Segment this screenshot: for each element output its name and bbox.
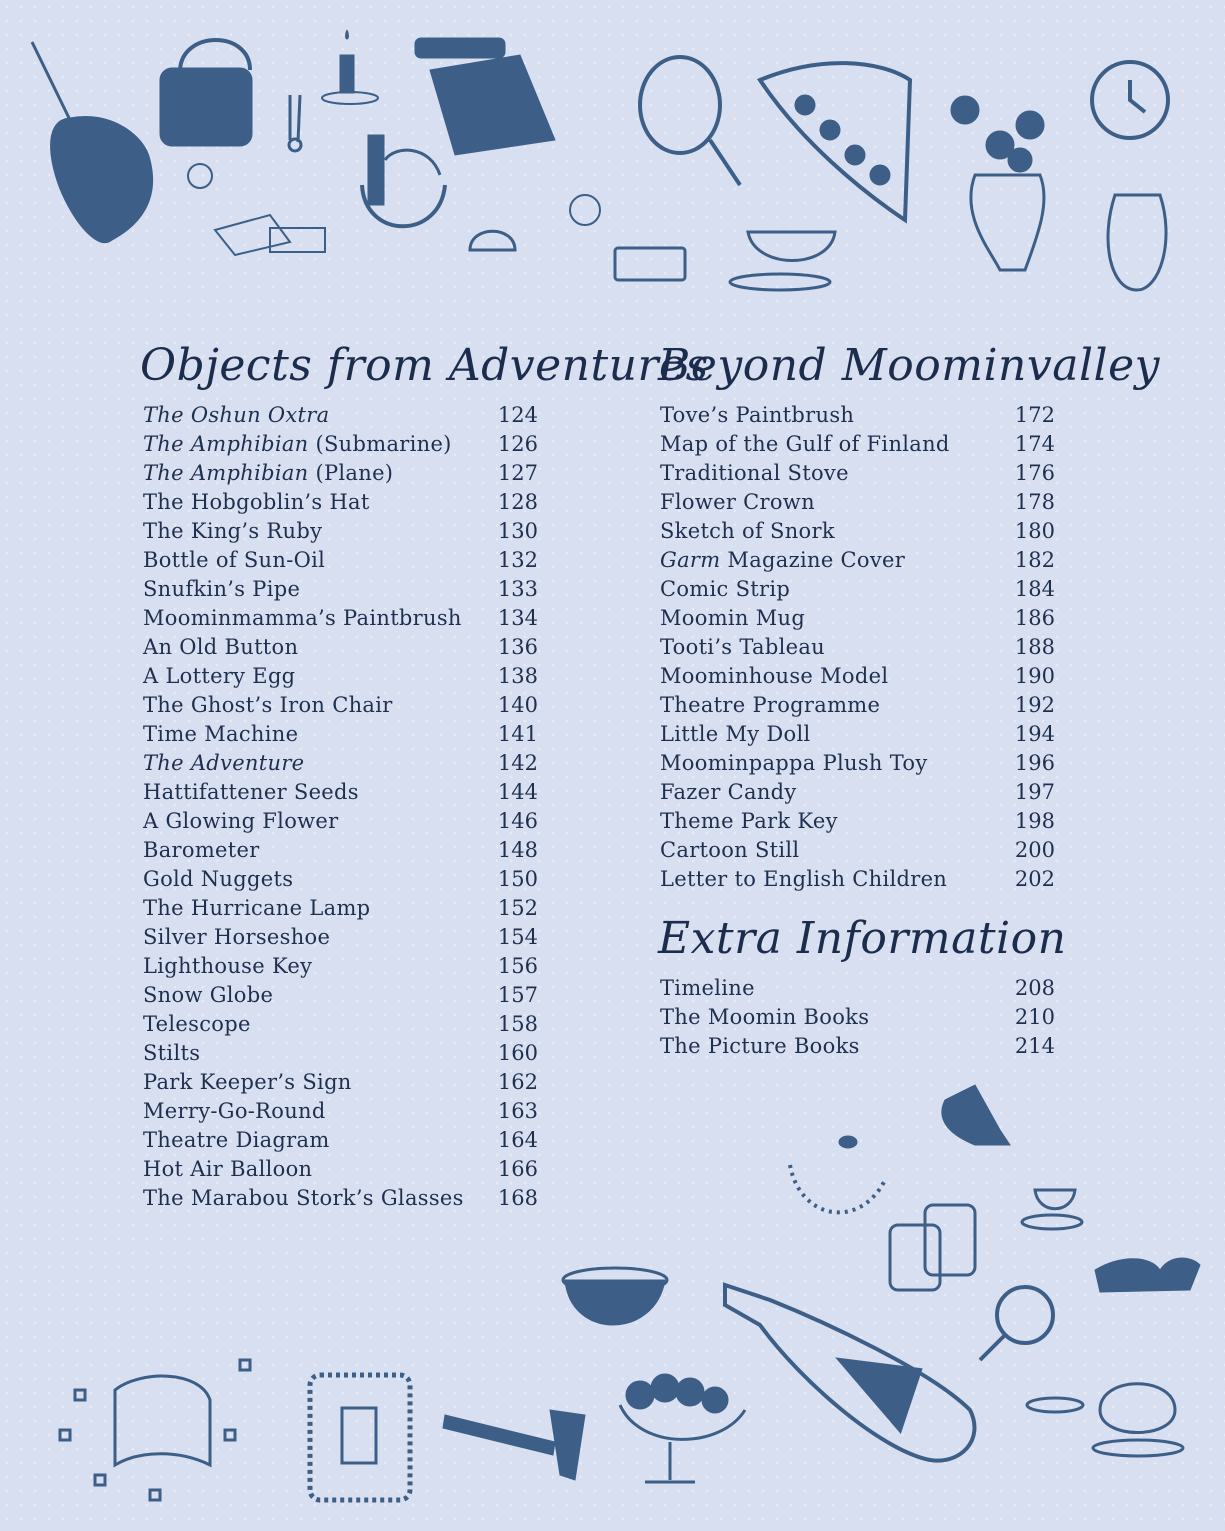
toc-entry	[660, 691, 1055, 720]
hand-mirror-icon	[640, 57, 740, 185]
typewriter-icon	[415, 38, 555, 155]
toc-entry	[143, 1010, 538, 1039]
toc-entry	[660, 1032, 1055, 1061]
toc-entry	[143, 604, 538, 633]
toc-entry-title: Hot Air Balloon	[143, 1157, 313, 1181]
jug-icon	[1108, 195, 1166, 290]
toc-entry-title: The Oshun Oxtra	[143, 403, 330, 427]
toc-entry-title: Cartoon Still	[660, 838, 800, 862]
toc-entry-page: 140	[497, 693, 538, 717]
toc-entry	[660, 974, 1055, 1003]
toc-entry-title: Moomin Mug	[660, 606, 806, 630]
toc-entry-title: Moominmamma’s Paintbrush	[143, 606, 462, 630]
toc-entry	[660, 517, 1055, 546]
teapot-icon	[1093, 1384, 1183, 1456]
toc-entry-title: Moominhouse Model	[660, 664, 889, 688]
toc-entry-page: 133	[497, 577, 538, 601]
toc-entry	[660, 778, 1055, 807]
toc-entry-page: 160	[497, 1041, 538, 1065]
toc-entry-page: 196	[1014, 751, 1055, 775]
alarm-clock-icon	[1092, 62, 1168, 138]
toc-entry-title: The Ghost’s Iron Chair	[143, 693, 393, 717]
safety-pin-icon	[289, 95, 301, 151]
toc-entry-page: 190	[1014, 664, 1055, 688]
toc-entry-title: Moominpappa Plush Toy	[660, 751, 928, 775]
tea-strainer-icon	[790, 1165, 885, 1212]
toc-entry-page: 172	[1014, 403, 1055, 427]
picture-frame-icon	[310, 1375, 410, 1500]
toc-entry-page: 200	[1014, 838, 1055, 862]
fruit-bowl-icon	[620, 1374, 745, 1482]
toc-entry	[143, 401, 538, 430]
toc-entry	[143, 720, 538, 749]
toc-entry-page: 154	[497, 925, 538, 949]
apple-icon	[188, 164, 212, 188]
toc-beyond	[660, 401, 1055, 894]
toc-entry-page: 182	[1014, 548, 1055, 572]
toc-entry	[143, 575, 538, 604]
scattered-book-icon	[60, 1360, 250, 1500]
toc-entry-page: 134	[497, 606, 538, 630]
toc-entry-page: 130	[497, 519, 538, 543]
toc-entry-page: 126	[497, 432, 538, 456]
toc-entry-title: The Picture Books	[660, 1034, 860, 1058]
jars-icon	[890, 1205, 975, 1290]
open-book-icon	[1095, 1258, 1200, 1292]
cooking-pot-icon	[563, 1268, 667, 1325]
toc-entry	[143, 662, 538, 691]
toc-entry	[660, 836, 1055, 865]
toc-entry-title: The King’s Ruby	[143, 519, 323, 543]
toc-entry	[143, 488, 538, 517]
toc-entry	[660, 401, 1055, 430]
toc-entry-page: 180	[1014, 519, 1055, 543]
toc-entry-title: The Adventure	[143, 751, 305, 775]
toc-entry	[143, 836, 538, 865]
heading-beyond-moominvalley: Beyond Moominvalley	[658, 340, 1161, 391]
magnifying-glass-icon	[980, 1287, 1053, 1360]
autumn-leaf-icon	[32, 42, 153, 243]
toc-entry-page: 166	[497, 1157, 538, 1181]
toc-entry-page: 208	[1014, 976, 1055, 1000]
toc-entry	[660, 1003, 1055, 1032]
toc-entry	[660, 575, 1055, 604]
toc-entry-title: Silver Horseshoe	[143, 925, 331, 949]
toc-entry-page: 192	[1014, 693, 1055, 717]
toc-entry-page: 176	[1014, 461, 1055, 485]
envelope-icon	[215, 215, 325, 255]
toc-entry-title: Tooti’s Tableau	[660, 635, 825, 659]
toc-entry-title: Little My Doll	[660, 722, 811, 746]
apple-icon	[570, 195, 600, 225]
toc-entry	[660, 807, 1055, 836]
toc-entry-page: 144	[497, 780, 538, 804]
toc-entry-title: The Amphibian (Submarine)	[143, 432, 452, 456]
toc-entry-title: Traditional Stove	[660, 461, 849, 485]
ship-in-bottle-icon	[725, 1285, 974, 1461]
toc-entry	[660, 459, 1055, 488]
toc-entry-title: A Glowing Flower	[143, 809, 339, 833]
toc-entry-title: The Hurricane Lamp	[143, 896, 371, 920]
spoon-icon	[839, 1136, 857, 1148]
toc-entry	[660, 488, 1055, 517]
card-stack-icon	[615, 248, 685, 280]
toc-entry-page: 150	[497, 867, 538, 891]
toc-entry-page: 132	[497, 548, 538, 572]
portrait-icon	[342, 1408, 376, 1463]
heading-objects-from-adventures: Objects from Adventures	[140, 340, 709, 391]
toc-entry-title: Bottle of Sun-Oil	[143, 548, 326, 572]
toc-entry-page: 127	[497, 461, 538, 485]
toc-entry-page: 194	[1014, 722, 1055, 746]
toc-entry	[143, 865, 538, 894]
candle-icon	[322, 30, 378, 104]
toc-entry-page: 128	[497, 490, 538, 514]
toc-entry	[660, 749, 1055, 778]
toc-entry	[660, 662, 1055, 691]
toc-entry-title: The Amphibian (Plane)	[143, 461, 394, 485]
toc-entry-page: 163	[497, 1099, 538, 1123]
toc-entry-title: Snufkin’s Pipe	[143, 577, 301, 601]
toc-entry-title: Flower Crown	[660, 490, 815, 514]
toc-entry	[143, 894, 538, 923]
toc-entry-title: Theme Park Key	[660, 809, 838, 833]
toc-entry	[143, 517, 538, 546]
toc-entry-page: 156	[497, 954, 538, 978]
toc-entry-title: Barometer	[143, 838, 260, 862]
toc-entry-page: 186	[1014, 606, 1055, 630]
toc-entry	[660, 720, 1055, 749]
toc-entry-page: 174	[1014, 432, 1055, 456]
flower-hat-icon	[760, 63, 910, 220]
toc-entry-page: 197	[1014, 780, 1055, 804]
toc-entry-page: 157	[497, 983, 538, 1007]
bottom-illustrations	[0, 1070, 1225, 1531]
toc-entry	[143, 952, 538, 981]
toc-entry-page: 188	[1014, 635, 1055, 659]
toc-entry-page: 142	[497, 751, 538, 775]
toc-entry-title: Theatre Programme	[660, 693, 881, 717]
pitcher-icon	[942, 1085, 1010, 1145]
toc-entry-page: 141	[497, 722, 538, 746]
hammer-icon	[443, 1410, 585, 1480]
toc-entry	[660, 604, 1055, 633]
top-illustrations	[0, 0, 1225, 300]
toc-entry-title: Gold Nuggets	[143, 867, 294, 891]
toc-entry-page: 164	[497, 1128, 538, 1152]
toc-entry-page: 158	[497, 1012, 538, 1036]
toc-entry-page: 202	[1014, 867, 1055, 891]
toc-entry-page: 184	[1014, 577, 1055, 601]
toc-entry	[660, 865, 1055, 894]
handbag-icon	[160, 40, 252, 146]
toc-entry-page: 168	[497, 1186, 538, 1210]
toc-entry-title: Hattifattener Seeds	[143, 780, 359, 804]
toc-entry	[143, 1039, 538, 1068]
toc-entry	[143, 807, 538, 836]
toc-entry	[143, 546, 538, 575]
toc-entry-title: Map of the Gulf of Finland	[660, 432, 950, 456]
toc-entry	[660, 430, 1055, 459]
toc-entry	[143, 691, 538, 720]
toc-entry-page: 124	[497, 403, 538, 427]
toc-entry-page: 198	[1014, 809, 1055, 833]
toc-entry-title: Merry-Go-Round	[143, 1099, 326, 1123]
toc-entry-title: Time Machine	[143, 722, 299, 746]
shell-icon	[470, 231, 515, 250]
toc-entry	[143, 778, 538, 807]
toc-entry-page: 178	[1014, 490, 1055, 514]
toc-entry-page: 162	[497, 1070, 538, 1094]
toc-entry-title: A Lottery Egg	[143, 664, 296, 688]
toc-entry	[143, 923, 538, 952]
toc-entry-title: Telescope	[143, 1012, 251, 1036]
toc-entry-page: 152	[497, 896, 538, 920]
toc-extra	[660, 974, 1055, 1061]
toc-entry-title: Stilts	[143, 1041, 201, 1065]
toc-entry	[143, 430, 538, 459]
toc-entry-page: 146	[497, 809, 538, 833]
toc-entry	[660, 633, 1055, 662]
heading-extra-information: Extra Information	[658, 913, 1067, 964]
toc-entry-title: Timeline	[660, 976, 755, 1000]
toc-entry-page: 138	[497, 664, 538, 688]
toc-entry	[143, 459, 538, 488]
toc-entry-title: Sketch of Snork	[660, 519, 835, 543]
toc-entry	[143, 749, 538, 778]
toc-entry-title: Park Keeper’s Sign	[143, 1070, 352, 1094]
toc-entry-title: The Hobgoblin’s Hat	[143, 490, 370, 514]
toc-entry-title: The Moomin Books	[660, 1005, 870, 1029]
toc-entry-page: 214	[1014, 1034, 1055, 1058]
toc-entry-title: Garm Magazine Cover	[660, 548, 906, 572]
toc-entry-title: Fazer Candy	[660, 780, 797, 804]
toc-entry	[143, 633, 538, 662]
basket-icon	[362, 135, 445, 226]
toc-entry-page: 136	[497, 635, 538, 659]
toc-entry-title: An Old Button	[143, 635, 299, 659]
toc-entry-title: Comic Strip	[660, 577, 791, 601]
toc-entry	[660, 546, 1055, 575]
flower-vase-icon	[951, 96, 1044, 270]
saucer-icon	[1027, 1398, 1083, 1412]
toc-entry-title: Lighthouse Key	[143, 954, 313, 978]
toc-entry-title: Tove’s Paintbrush	[660, 403, 855, 427]
small-cup-icon	[1022, 1190, 1082, 1229]
toc-entry-title: Letter to English Children	[660, 867, 948, 891]
toc-entry-title: Snow Globe	[143, 983, 274, 1007]
toc-entry-title: The Marabou Stork’s Glasses	[143, 1186, 464, 1210]
toc-entry-page: 148	[497, 838, 538, 862]
toc-entry-title: Theatre Diagram	[143, 1128, 330, 1152]
toc-entry	[143, 981, 538, 1010]
toc-entry-page: 210	[1014, 1005, 1055, 1029]
teacup-icon	[730, 232, 835, 290]
